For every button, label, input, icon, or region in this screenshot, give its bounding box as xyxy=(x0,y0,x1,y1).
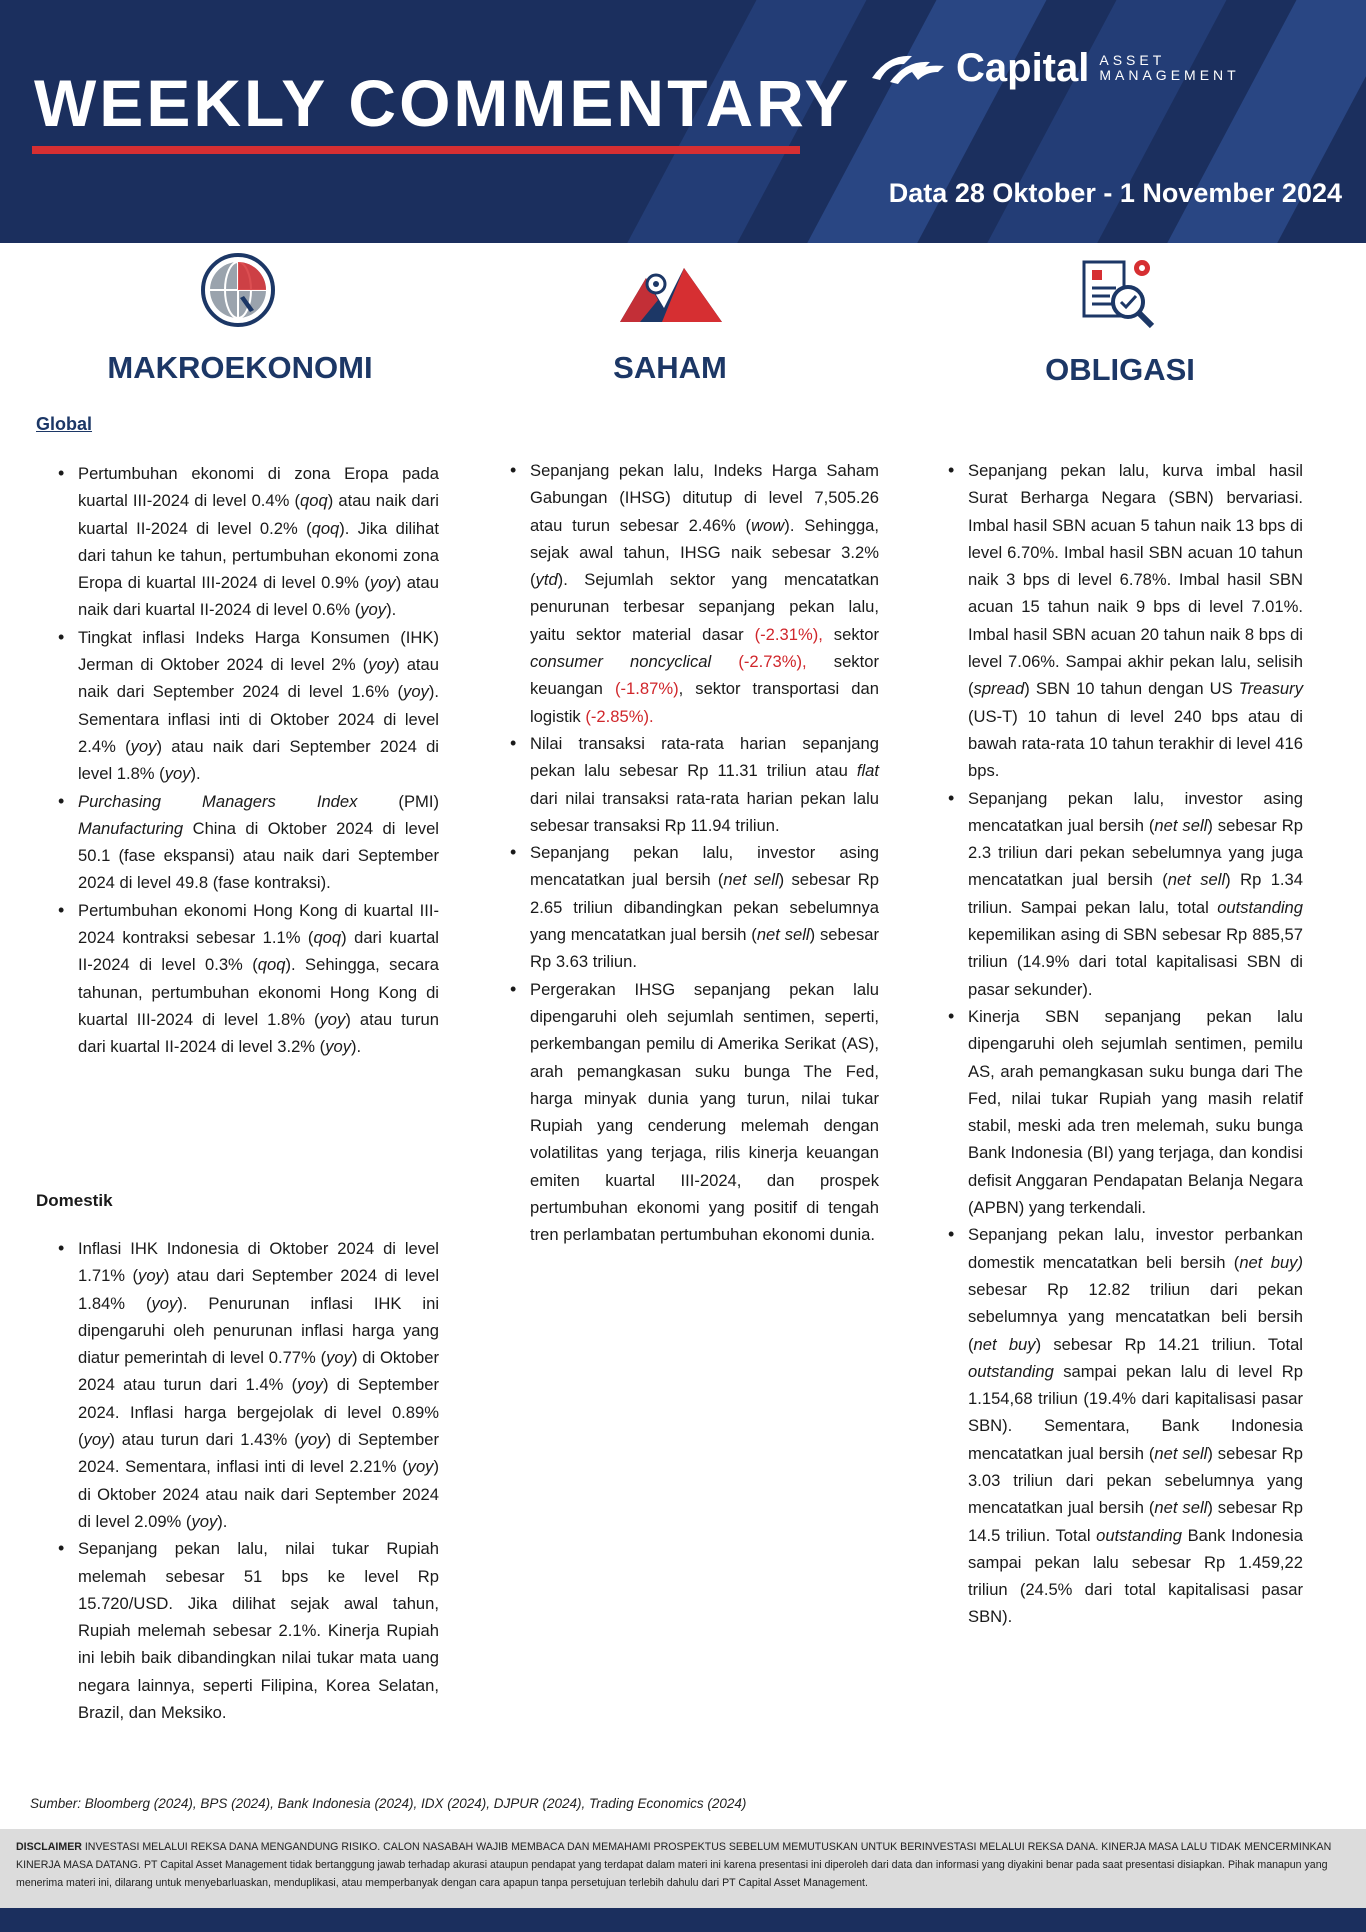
bullet-item xyxy=(490,976,879,1249)
section-heading-global: Global xyxy=(36,414,93,434)
brand-logo xyxy=(868,48,1240,88)
bullet-item xyxy=(38,1535,439,1726)
disclaimer-box xyxy=(0,1829,1366,1908)
brand-sub-1: ASSET xyxy=(1099,52,1166,68)
text-run: ). Sehingga, sejak awal tahun, IHSG naik sebesar 3.2% ( xyxy=(530,515,880,590)
text-run: ) dari kuartal II-2024 di level 0.3% ( xyxy=(78,928,439,975)
text-run: ) di Oktober 2024 atau naik dari September 2024 di level 2.09% ( xyxy=(78,1457,439,1531)
italic-term: Purchasing Managers Index xyxy=(78,791,358,811)
text-run: ) sebesar Rp 2.65 triliun dibandingkan pekan sebelumnya yang mencatatkan jual bersih ( xyxy=(530,870,879,945)
makro-domestik-list xyxy=(38,1235,439,1726)
text-run: Sepanjang pekan lalu, Indeks Harga Saham Gabungan (IHSG) ditutup di level 7,505.26 atau turun sebesar 2.46% ( xyxy=(530,461,879,535)
italic-term: yoy xyxy=(138,1266,164,1286)
text-run: ). Sejumlah sektor yang mencatatkan penurunan terbesar sepanjang pekan lalu, yaitu sektor material dasar xyxy=(530,570,879,644)
text-run: ) atau dari September 2024 di level 1.84% ( xyxy=(78,1266,440,1313)
bullet-item xyxy=(490,839,879,975)
bullet-item xyxy=(38,624,439,788)
bullet-item xyxy=(928,1221,1303,1630)
italic-term: net sell xyxy=(1167,870,1226,890)
capital-logo-icon xyxy=(868,48,948,88)
bullet-item xyxy=(38,460,439,624)
mountain-chart-icon xyxy=(618,262,724,324)
text-run: Sepanjang pekan lalu, investor asing mencatatkan jual bersih ( xyxy=(530,843,879,890)
text-run: ) atau naik dari kuartal II-2024 di level 0.6% ( xyxy=(78,573,440,620)
italic-term: net sell xyxy=(723,870,779,890)
text-run: Inflasi IHK Indonesia di Oktober 2024 di level 1.71% ( xyxy=(78,1239,439,1286)
page-title: WEEKLY COMMENTARY xyxy=(34,66,852,140)
bullet-item xyxy=(928,785,1303,1003)
italic-term: yoy xyxy=(151,1293,178,1313)
bullet-item xyxy=(928,1003,1303,1221)
text-run: ) Rp 1.34 triliun. Sampai pekan lalu, total xyxy=(968,870,1303,917)
text-run: ). xyxy=(351,1037,362,1057)
text-run: sektor xyxy=(822,624,879,644)
negative-value: (-2.73%), xyxy=(738,652,807,672)
italic-term: net sell xyxy=(756,925,810,945)
italic-term: qoq xyxy=(257,955,286,975)
text-run: sektor keuangan xyxy=(530,652,879,699)
text-run: ). Sehingga, secara tahunan, pertumbuhan ekonomi Hong Kong di kuartal III-2024 di level 1.8% ( xyxy=(78,955,439,1029)
italic-term: net buy) xyxy=(1239,1252,1303,1272)
text-run: ) sebesar Rp 3.63 triliun. xyxy=(530,925,880,972)
disclaimer-caps: INVESTASI MELALUI REKSA DANA MENGANDUNG RISIKO. CALON NASABAH WAJIB MEMBACA DAN MEMAHAMI PROSPEKTUS SEBELUM MEMUTUSKAN UNTUK BERINVESTASI MELALUI REKSA DANA. KINERJA MASA LALU TIDAK MENCERMINKAN KINERJA MASA DATANG. xyxy=(16,1841,1332,1871)
text-run: ) sebesar Rp 2.3 triliun dari pekan sebelumnya yang juga mencatatkan jual bersih ( xyxy=(968,815,1303,890)
italic-term: yoy xyxy=(403,682,429,702)
text-run: ) di Oktober 2024 atau turun dari 1.4% ( xyxy=(78,1348,439,1395)
obligasi-list xyxy=(928,457,1303,1631)
column-title-saham: SAHAM xyxy=(613,350,727,385)
text-run: ) atau turun dari kuartal II-2024 di level 3.2% ( xyxy=(78,1009,439,1057)
text-run: ) sebesar Rp 14.5 triliun. Total xyxy=(968,1498,1303,1545)
text-run: Sepanjang pekan lalu, nilai tukar Rupiah melemah sebesar 51 bps ke level Rp 15.720/USD. Jika dilihat sejak awal tahun, Rupiah melemah sebesar 2.1%. Kinerja Rupiah ini lebih baik dibandingkan nilai tukar mata uang negara lainnya, seperti Filipina, Korea Selatan, Brazil, dan Meksiko. xyxy=(78,1539,439,1723)
header-banner xyxy=(0,0,1366,243)
text-run: ) di September 2024. Sementara, inflasi inti di level 2.21% ( xyxy=(78,1430,439,1477)
text-run: ) atau turun dari 1.43% ( xyxy=(109,1430,300,1450)
text-run: sebesar Rp 12.82 triliun dari pekan sebelumnya yang mencatatkan beli bersih ( xyxy=(968,1279,1303,1354)
bullet-item xyxy=(490,457,879,730)
footer-bar xyxy=(0,1908,1366,1932)
bullet-item xyxy=(38,788,439,897)
italic-term: Manufacturing xyxy=(78,818,184,838)
italic-term: yoy xyxy=(297,1375,323,1395)
globe-icon xyxy=(200,252,276,328)
text-run: ) atau naik dari kuartal II-2024 di level 0.2% ( xyxy=(78,491,439,538)
brand-sub xyxy=(1099,53,1239,83)
column-title-obligasi: OBLIGASI xyxy=(1045,352,1195,387)
brand-name: Capital xyxy=(956,46,1090,90)
negative-value: (-2.31%), xyxy=(754,624,823,644)
text-run: (US-T) 10 tahun di level 240 bps atau di bawah rata-rata 10 tahun terakhir di level 416 bps. xyxy=(968,706,1303,781)
text-run: ). xyxy=(190,764,201,784)
text-run: Nilai transaksi rata-rata harian sepanjang pekan lalu sebesar Rp 11.31 triliun atau xyxy=(530,733,879,781)
italic-term: yoy xyxy=(191,1511,218,1531)
italic-term: yoy xyxy=(368,655,395,675)
italic-term: yoy xyxy=(299,1430,326,1450)
italic-term: net buy xyxy=(973,1334,1036,1354)
italic-term: outstanding xyxy=(968,1361,1054,1381)
bullet-item xyxy=(490,730,879,839)
italic-term: yoy xyxy=(326,1348,352,1368)
italic-term: yoy xyxy=(360,600,387,620)
column-title-makro: MAKROEKONOMI xyxy=(107,350,373,385)
italic-term: consumer noncyclical xyxy=(530,652,712,672)
italic-term: net sell xyxy=(1154,815,1208,835)
text-run: Bank Indonesia sampai pekan lalu sebesar Rp 1.459,22 triliun (24.5% dari total kapitalisasi pasar SBN). xyxy=(968,1525,1303,1627)
text-run: ) di September 2024. Inflasi harga bergejolak di level 0.89% ( xyxy=(78,1375,439,1450)
bullet-item xyxy=(928,457,1303,785)
text-run: Pertumbuhan ekonomi di zona Eropa pada kuartal III-2024 di level 0.4% ( xyxy=(78,464,439,511)
negative-value: (-2.85%). xyxy=(585,706,654,726)
text-run: (PMI) xyxy=(357,791,439,811)
source-note: Sumber: Bloomberg (2024), BPS (2024), Bank Indonesia (2024), IDX (2024), DJPUR (2024), Trading Economics (2024) xyxy=(30,1796,747,1811)
saham-list xyxy=(490,457,879,1249)
bullet-item xyxy=(38,897,439,1061)
italic-term: net sell xyxy=(1154,1498,1208,1518)
italic-term: yoy xyxy=(407,1457,434,1477)
italic-term: yoy xyxy=(319,1009,346,1029)
text-run: ). xyxy=(217,1511,228,1531)
italic-term: flat xyxy=(856,761,879,781)
title-underline xyxy=(32,146,800,154)
text-run: ). Sementara inflasi inti di Oktober 2024 di level 2.4% ( xyxy=(78,682,439,756)
text-run: Sepanjang pekan lalu, investor asing mencatatkan jual bersih ( xyxy=(968,788,1303,835)
brand-sub-2: MANAGEMENT xyxy=(1099,67,1240,83)
italic-term: yoy xyxy=(164,764,191,784)
text-run: dari nilai transaksi rata-rata harian pekan lalu sebesar transaksi Rp 11.94 triliun. xyxy=(530,788,879,835)
makro-global-list xyxy=(38,460,439,1061)
disclaimer-label: DISCLAIMER xyxy=(16,1841,82,1853)
bullet-item xyxy=(38,1235,439,1535)
negative-value: (-1.87%) xyxy=(614,679,679,699)
text-run: China di Oktober 2024 di level 50.1 (fase ekspansi) atau naik dari September 2024 di level 49.8 (fase kontraksi). xyxy=(78,818,439,893)
italic-term: yoy xyxy=(130,736,157,756)
italic-term: qoq xyxy=(313,928,342,948)
text-run: , sektor transportasi dan logistik xyxy=(530,679,879,726)
text-run: ) atau naik dari September 2024 di level 1.8% ( xyxy=(78,736,439,784)
text-run: Sepanjang pekan lalu, investor perbankan domestik mencatatkan beli bersih ( xyxy=(968,1225,1303,1272)
text-run: kepemilikan asing di SBN sebesar Rp 885,57 triliun (14.9% dari total kapitalisasi SBN di pasar sekunder). xyxy=(968,925,1303,999)
text-run: sampai pekan lalu di level Rp 1.154,68 triliun (19.4% dari kapitalisasi pasar SBN). Sementara, Bank Indonesia mencatatkan jual bersih ( xyxy=(968,1361,1303,1463)
date-range: Data 28 Oktober - 1 November 2024 xyxy=(888,178,1342,208)
italic-term: yoy xyxy=(83,1430,110,1450)
section-heading-domestik: Domestik xyxy=(36,1191,113,1210)
italic-term: yoy xyxy=(325,1037,352,1057)
text-run: ). Penurunan inflasi IHK ini dipengaruhi oleh penurunan inflasi harga yang diatur pemerintah di level 0.77% ( xyxy=(78,1293,439,1368)
italic-term: wow xyxy=(751,515,785,535)
italic-term: net sell xyxy=(1154,1443,1208,1463)
italic-term: Treasury xyxy=(1238,679,1303,699)
text-run: ). Jika dilihat dari tahun ke tahun, pertumbuhan ekonomi zona Eropa di kuartal III-2024 di level 0.9% ( xyxy=(78,518,439,593)
text-run: ) sebesar Rp 3.03 triliun dari pekan sebelumnya yang mencatatkan jual bersih ( xyxy=(968,1443,1303,1518)
text-run: ) atau naik dari September 2024 di level 1.6% ( xyxy=(78,655,439,702)
text-run: ). xyxy=(386,600,397,620)
italic-term: outstanding xyxy=(1217,897,1303,917)
text-run: Pertumbuhan ekonomi Hong Kong di kuartal III-2024 kontraksi sebesar 1.1% ( xyxy=(78,900,439,948)
italic-term: outstanding xyxy=(1096,1525,1182,1545)
text-run xyxy=(711,652,738,671)
disclaimer-text xyxy=(16,1838,1350,1892)
text-run: ) sebesar Rp 14.21 triliun. Total xyxy=(1035,1334,1303,1354)
text-run: Pergerakan IHSG sepanjang pekan lalu dipengaruhi oleh sejumlah sentimen, seperti, perkembangan pemilu di Amerika Serikat (AS), arah pemangkasan suku bunga The Fed, harga minyak dunia yang turun, nilai tukar Rupiah yang cenderung melemah dengan volatilitas yang terjaga, rilis kinerja keuangan emiten kuartal III-2024, dan prospek pertumbuhan ekonomi yang positif di tengah tren perlambatan pertumbuhan ekonomi dunia. xyxy=(530,979,879,1245)
text-run: ) SBN 10 tahun dengan US xyxy=(1024,679,1239,699)
italic-term: qoq xyxy=(311,518,340,538)
text-run: Kinerja SBN sepanjang pekan lalu dipengaruhi oleh sejumlah sentimen, pemilu AS, arah pemangkasan suku bunga dari The Fed, nilai tukar Rupiah yang masih relatif stabil, meski ada tren melemah, suku bunga Bank Indonesia (BI) yang terjaga, dan kondisi defisit Anggaran Pendapatan Belanja Negara (APBN) yang terkendali. xyxy=(968,1006,1303,1218)
text-run: Sepanjang pekan lalu, kurva imbal hasil Surat Berharga Negara (SBN) bervariasi. Imbal hasil SBN acuan 5 tahun naik 13 bps di level 6.70%. Imbal hasil SBN acuan 10 tahun naik 3 bps di level 6.78%. Imbal hasil SBN acuan 15 tahun naik 9 bps di level 7.01%. Imbal hasil SBN acuan 20 tahun naik 8 bps di level 7.06%. Sampai akhir pekan lalu, selisih ( xyxy=(968,461,1303,699)
document-magnifier-icon xyxy=(1080,256,1160,334)
text-run: Tingkat inflasi Indeks Harga Konsumen (IHK) Jerman di Oktober 2024 di level 2% ( xyxy=(78,627,439,675)
italic-term: ytd xyxy=(535,570,558,590)
disclaimer-body: PT Capital Asset Management tidak bertanggung jawab terhadap akurasi ataupun pendapat yang terdapat dalam materi ini karena presentasi ini diperoleh dari data dan informasi yang diyakini benar pada saat presentasi disiapkan. Pihak manapun yang menerima materi ini, dilarang untuk menyebarluaskan, menduplikasi, atau memperbanyak dengan cara apapun tanpa persetujuan terlebih dahulu dari PT Capital Asset Management. xyxy=(16,1859,1328,1889)
italic-term: spread xyxy=(973,679,1025,699)
italic-term: yoy xyxy=(369,573,396,593)
italic-term: qoq xyxy=(300,491,328,511)
